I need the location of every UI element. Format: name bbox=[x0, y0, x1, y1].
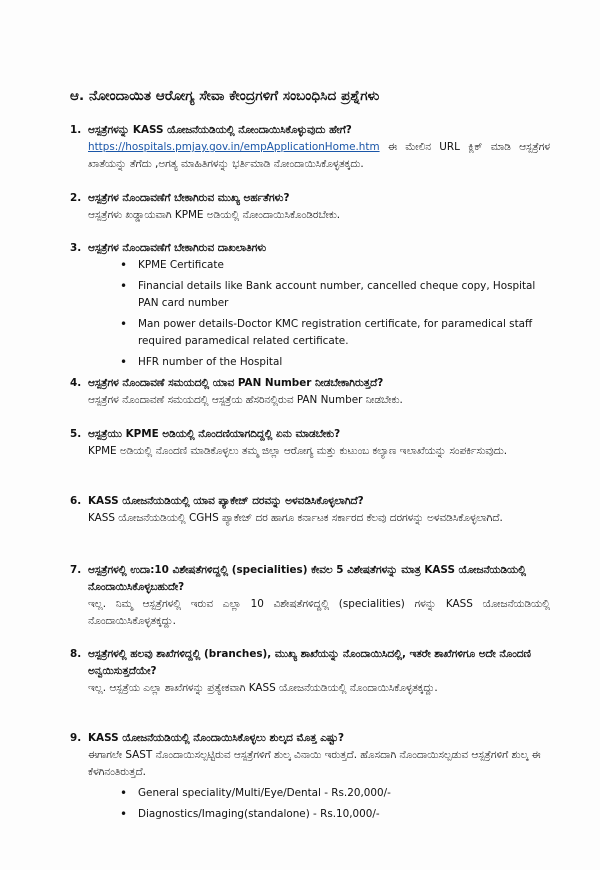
faq-item-7 bbox=[70, 562, 550, 630]
answer-4: ಆಸ್ಪತ್ರೆಗಳ ನೊಂದಾವಣೆ ಸಮಯದಲ್ಲಿ ಆಸ್ಪತ್ರೆಯ ಹೆಸರಿನಲ್ಲಿರುವ PAN Number ನೀಡಬೇಕು. bbox=[88, 394, 403, 406]
answer-1 bbox=[70, 139, 550, 173]
question-1 bbox=[70, 122, 550, 139]
question-text: KASS ಯೋಜನೆಯಡಿಯಲ್ಲಿ ನೊಂದಾಯಿಸಿಕೊಳ್ಳಲು ಶುಲ್ಕದ ಮೊತ್ತ ಎಷ್ಟು? bbox=[88, 732, 345, 744]
question-number: 6. bbox=[70, 495, 82, 507]
question-text: ಆಸ್ಪತ್ರೆಗಳ ನೊಂದಾವಣೆ ಸಮಯದಲ್ಲಿ ಯಾವ PAN Number ನೀಡಬೇಕಾಗಿರುತ್ತದೆ? bbox=[88, 377, 384, 389]
question-number: 9. bbox=[70, 732, 82, 744]
question-9 bbox=[70, 730, 550, 747]
question-3 bbox=[70, 240, 550, 257]
question-text: ಆಸ್ಪತ್ರೆಗಳ ನೊಂದಾವಣೆಗೆ ಬೇಕಾಗಿರುವ ಮುಖ್ಯ ಅರ್ಹತೆಗಳು? bbox=[88, 192, 290, 204]
answer-2: ಆಸ್ಪತ್ರೆಗಳು ಖಡ್ಡಾಯವಾಗಿ KPME ಅಡಿಯಲ್ಲಿ ನೋಂದಾಯಿಸಿಕೊಂಡಿರಬೇಕು. bbox=[88, 209, 341, 221]
question-text: KASS ಯೋಜನೆಯಡಿಯಲ್ಲಿ ಯಾವ ಪ್ಯಾಕೇಜ್ ದರವನ್ನು ಅಳವಡಿಸಿಕೊಳ್ಳಲಾಗಿದೆ? bbox=[88, 495, 364, 507]
answer-text: ಈ ಮೇಲಿನ URL ಕ್ಲಿಕ್ ಮಾಡಿ ಆಸ್ಪತ್ರೆಗಳ ಖಾತೆಯನ್ನು ತೆಗೆದು ,ಅಗತ್ಯ ಮಾಹಿತಿಗಳನ್ನು ಭರ್ತಿಮಾಡಿ ನೋಂದಾಯಿಸಿಕೊಳ್ಳತಕ್ಕದು. bbox=[88, 141, 550, 170]
faq-item-9 bbox=[70, 730, 550, 823]
faq-item-2 bbox=[70, 190, 550, 224]
answer-7: ಇಲ್ಲ. ನಿಮ್ಮ ಆಸ್ಪತ್ರೆಗಳಲ್ಲಿ ಇರುವ ಎಲ್ಲಾ 10 ವಿಶೇಷತೆಗಳಿದ್ದಲ್ಲಿ (specialities) ಗಳನ್ನು KASS ಯೋಜನೆಯಡಿಯಲ್ಲಿ ನೊಂದಾಯಿಸಿಕೊಳ್ಳತಕ್ಕದ್ದು. bbox=[88, 598, 550, 627]
question-6 bbox=[70, 493, 550, 510]
faq-item-5 bbox=[70, 426, 550, 460]
question-2 bbox=[70, 190, 550, 207]
question-text: ಆಸ್ಪತ್ರೆಗಳ ನೊಂದಾವಣೆಗೆ ಬೇಕಾಗಿರುವ ದಾಖಲಾತಿಗಳು bbox=[88, 242, 267, 254]
answer-6: KASS ಯೋಜನೆಯಡಿಯಲ್ಲಿ CGHS ಪ್ಯಾಕೇಜ್ ದರ ಹಾಗೂ ಕರ್ನಾಟಕ ಸರ್ಕಾರದ ಕೆಲವು ದರಗಳನ್ನು ಅಳವಡಿಸಿಕೊಳ್ಳಲಾಗಿದೆ. bbox=[88, 512, 503, 524]
faq-item-4 bbox=[70, 375, 550, 409]
section-title: ಆ. ನೋಂದಾಯಿತ ಆರೋಗ್ಯ ಸೇವಾ ಕೇಂದ್ರಗಳಿಗೆ ಸಂಬಂಧಿಸಿದ ಪ್ರಶ್ನೆಗಳು bbox=[70, 88, 380, 104]
question-text: ಆಸ್ಪತ್ರೆಗಳನ್ನು KASS ಯೋಜನೆಯಡಿಯಲ್ಲಿ ನೋಂದಾಯಿಸಿಕೊಳ್ಳುವುದು ಹೇಗೆ? bbox=[88, 124, 352, 136]
answer-9: ಈಗಾಗಲೇ SAST ನೊಂದಾಯಿಸಲ್ಪಟ್ಟಿರುವ ಆಸ್ಪತ್ರೆಗಳಿಗೆ ಶುಲ್ಕ ವಿನಾಯಿ ಇರುತ್ತದೆ. ಹೊಸದಾಗಿ ನೊಂದಾಯಿಸಲ್ಪಡುವ ಆಸ್ಪತ್ರೆಗಳಿಗೆ ಶುಲ್ಕ ಈ ಕೆಳಗಿನಂತಿರುತ್ತದೆ. bbox=[88, 749, 541, 778]
question-5 bbox=[70, 426, 550, 443]
list-item: • Financial details like Bank account number, cancelled cheque copy, Hospital PAN card number bbox=[120, 278, 550, 312]
answer-5: KPME ಅಡಿಯಲ್ಲಿ ನೊಂದಣಿ ಮಾಡಿಕೊಳ್ಳಲು ತಮ್ಮ ಜಿಲ್ಲಾ ಆರೋಗ್ಯ ಮತ್ತು ಕುಟುಂಬ ಕಲ್ಯಾಣ ಇಲಾಖೆಯನ್ನು ಸಂಪರ್ಕಿಸುವುದು. bbox=[88, 445, 508, 457]
question-number: 1. bbox=[70, 124, 82, 136]
list-item: • General speciality/Multi/Eye/Dental - Rs.20,000/- bbox=[120, 785, 550, 802]
required-documents-list bbox=[70, 257, 550, 371]
faq-item-6 bbox=[70, 493, 550, 527]
question-4 bbox=[70, 375, 550, 392]
question-7 bbox=[70, 562, 550, 596]
list-item: • Man power details-Doctor KMC registration certificate, for paramedical staff required paramedical related certificate. bbox=[120, 316, 550, 350]
registration-link[interactable]: https://hospitals.pmjay.gov.in/empApplicationHome.htm bbox=[88, 141, 380, 153]
list-item: • HFR number of the Hospital bbox=[120, 354, 550, 371]
question-number: 2. bbox=[70, 192, 82, 204]
list-item: • KPME Certificate bbox=[120, 257, 550, 274]
list-item: • Diagnostics/Imaging(standalone) - Rs.10,000/- bbox=[120, 806, 550, 823]
question-text: ಆಸ್ಪತ್ರೆಗಳಲ್ಲಿ ಉದಾ:10 ವಿಶೇಷತೆಗಳಿದ್ದಲ್ಲಿ (specialities) ಕೇವಲ 5 ವಿಶೇಷತೆಗಳನ್ನು ಮಾತ್ರ KASS ಯೋಜನೆಯಡಿಯಲ್ಲಿ ನೊಂದಾಯಿಸಿಕೊಳ್ಳಬಹುದೇ? bbox=[88, 564, 527, 593]
question-8 bbox=[70, 646, 550, 680]
faq-item-3 bbox=[70, 240, 550, 371]
question-number: 4. bbox=[70, 377, 82, 389]
fee-list bbox=[70, 785, 550, 823]
faq-item-1 bbox=[70, 122, 550, 173]
question-number: 3. bbox=[70, 242, 82, 254]
question-number: 7. bbox=[70, 564, 82, 576]
question-text: ಆಸ್ಪತ್ರೆಗಳಲ್ಲಿ ಹಲವು ಶಾಖೆಗಳಿದ್ದಲ್ಲಿ (branches), ಮುಖ್ಯ ಶಾಖೆಯನ್ನು ನೊಂದಾಯಿಸಿದಲ್ಲಿ, ಇತರೇ ಶಾಖೆಗಳಿಗೂ ಅದೇ ನೊಂದಣಿ ಅನ್ವಯಿಸುತ್ತದೆಯೇ? bbox=[88, 648, 531, 677]
faq-item-8 bbox=[70, 646, 550, 697]
question-text: ಆಸ್ಪತ್ರೆಯು KPME ಅಡಿಯಲ್ಲಿ ನೊಂದಣಿಯಾಗದಿದ್ದಲ್ಲಿ ಏನು ಮಾಡಬೇಕು? bbox=[88, 428, 341, 440]
question-number: 8. bbox=[70, 648, 82, 660]
question-number: 5. bbox=[70, 428, 82, 440]
answer-8: ಇಲ್ಲ. ಆಸ್ಪತ್ರೆಯ ಎಲ್ಲಾ ಶಾಖೆಗಳನ್ನು ಪ್ರತ್ಯೇಕವಾಗಿ KASS ಯೋಜನೆಯಡಿಯಲ್ಲಿ ನೊಂದಾಯಿಸಿಕೊಳ್ಳತಕ್ಕದ್ದು. bbox=[88, 682, 438, 694]
